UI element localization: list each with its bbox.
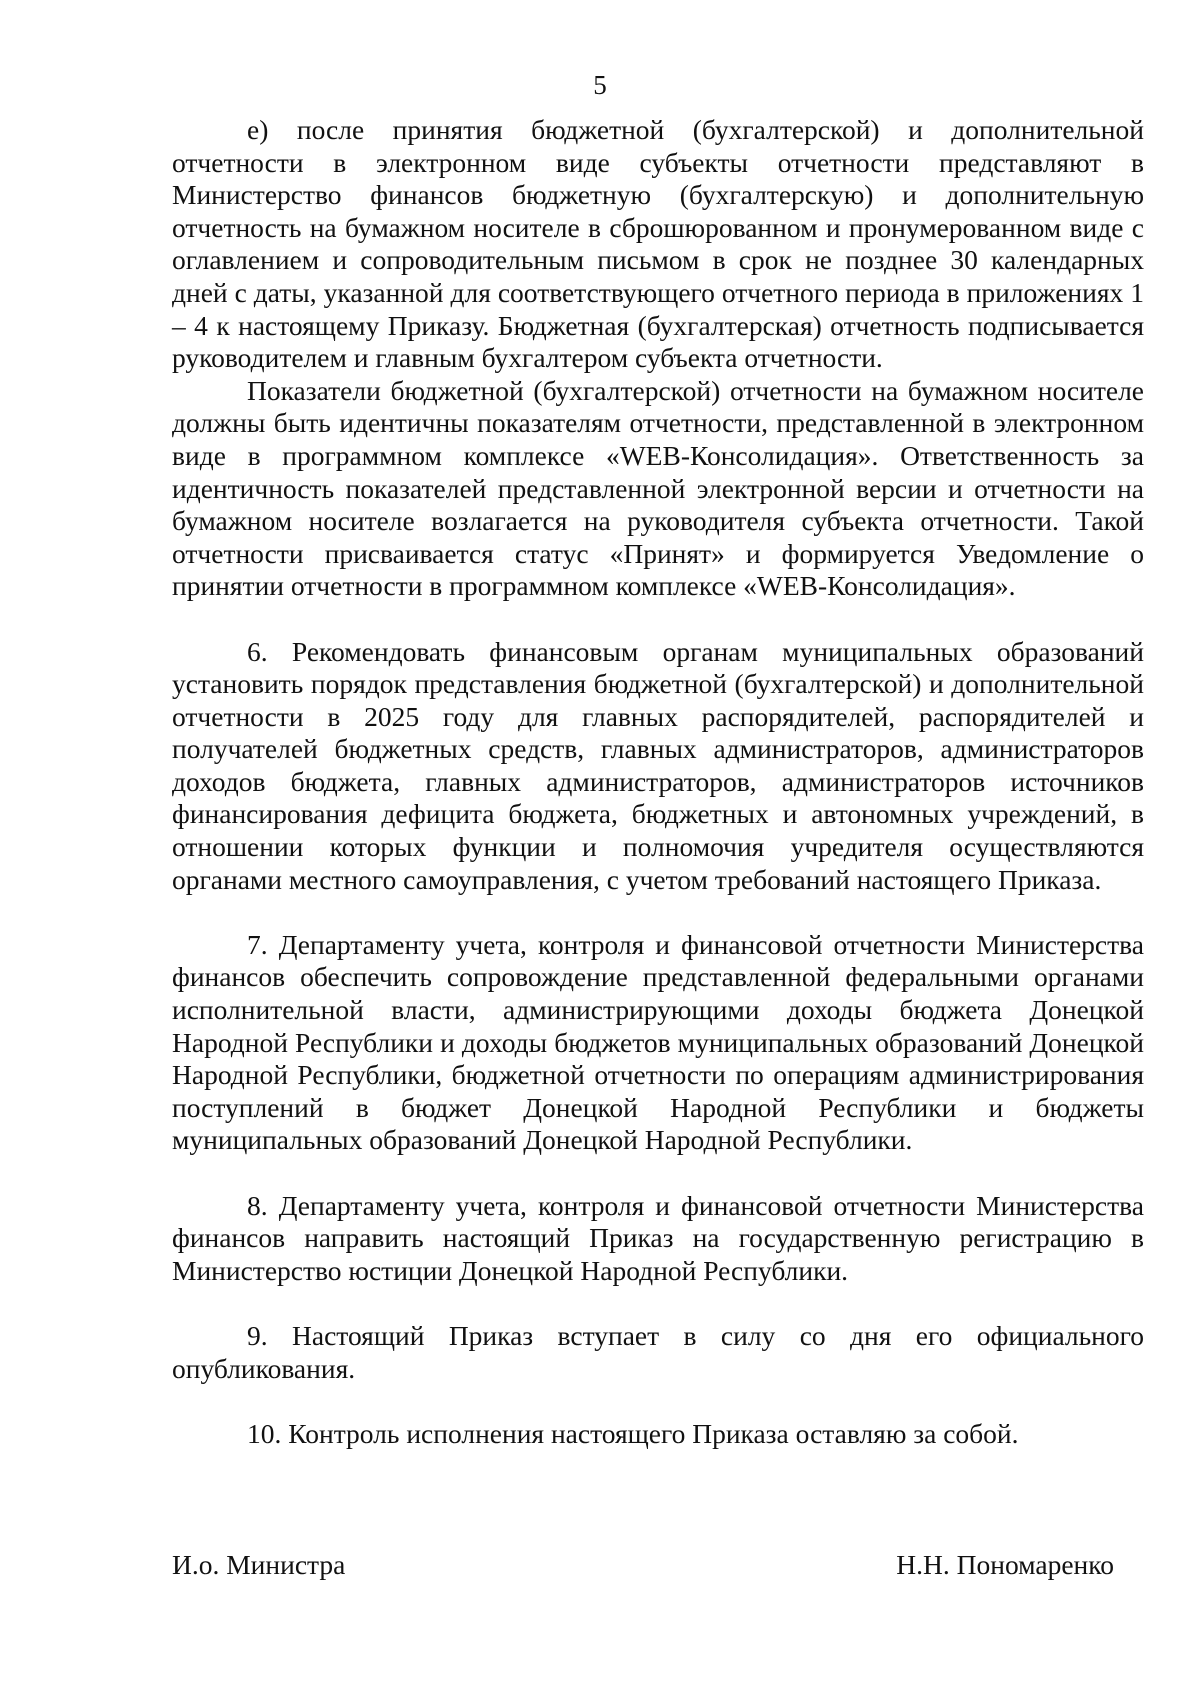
paragraph-indicators: Показатели бюджетной (бухгалтерской) отчетности на бумажном носителе должны быть идентичны показателям отчетности, представленной в электронном виде в программном комплексе «WEB-Консолидация». Ответственность за идентичность показателей представленной электронной версии и отчетности на бумажном носителе возлагается на руководителя субъекта отчетности. Такой отчетности присваивается статус «Принят» и формируется Уведомление о принятии отчетности в программном комплексе «WEB-Консолидация». (172, 374, 1144, 602)
paragraph-item-9: 9. Настоящий Приказ вступает в силу со дня его официального опубликования. (172, 1319, 1144, 1384)
paragraph-item-8: 8. Департаменту учета, контроля и финансовой отчетности Министерства финансов направить настоящий Приказ на государственную регистрацию в Министерство юстиции Донецкой Народной Республики. (172, 1189, 1144, 1286)
paragraph-item-6: 6. Рекомендовать финансовым органам муниципальных образований установить порядок представления бюджетной (бухгалтерской) и дополнительной отчетности в 2025 году для главных распорядителей, распорядителей и получателей бюджетных средств, главных администраторов, администраторов доходов бюджета, главных администраторов, администраторов источников финансирования дефицита бюджета, бюджетных и автономных учреждений, в отношении которых функции и полномочия учредителя осуществляются органами местного самоуправления, с учетом требований настоящего Приказа. (172, 635, 1144, 895)
signatory-position: И.о. Министра (172, 1549, 346, 1580)
paragraph-item-10: 10. Контроль исполнения настоящего Приказа оставляю за собой. (247, 1417, 1019, 1449)
document-body (172, 114, 1144, 1450)
signature-block (172, 1549, 1114, 1581)
page-number: 5 (593, 70, 607, 100)
paragraph-item-7: 7. Департаменту учета, контроля и финансовой отчетности Министерства финансов обеспечить сопровождение представленной федеральными органами исполнительной власти, администрирующими доходы бюджета Донецкой Народной Республики и доходы бюджетов муниципальных образований Донецкой Народной Республики, бюджетной отчетности по операциям администрирования поступлений в бюджет Донецкой Народной Республики и бюджеты муниципальных образований Донецкой Народной Республики. (172, 928, 1144, 1156)
paragraph-subitem-e: е) после принятия бюджетной (бухгалтерской) и дополнительной отчетности в электронном виде субъекты отчетности представляют в Министерство финансов бюджетную (бухгалтерскую) и дополнительную отчетность на бумажном носителе в сброшюрованном и пронумерованном виде с оглавлением и сопроводительным письмом в срок не позднее 30 календарных дней с даты, указанной для соответствующего отчетного периода в приложениях 1 – 4 к настоящему Приказу. Бюджетная (бухгалтерская) отчетность подписывается руководителем и главным бухгалтером субъекта отчетности. (172, 114, 1144, 374)
signatory-name: Н.Н. Пономаренко (896, 1549, 1114, 1580)
